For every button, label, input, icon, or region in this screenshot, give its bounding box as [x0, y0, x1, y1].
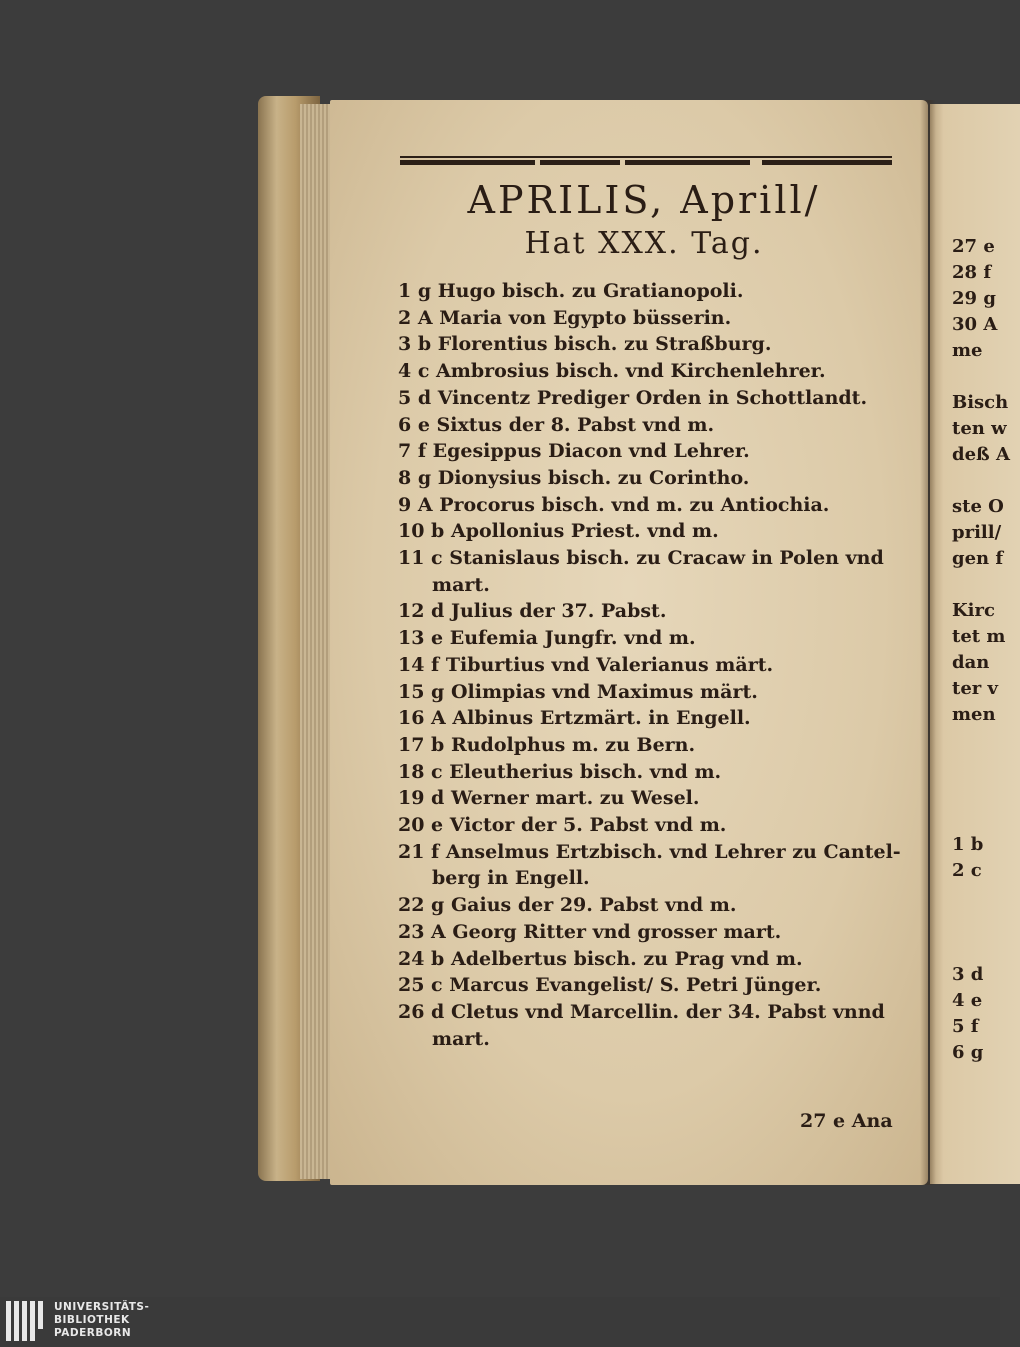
facing-page-line	[952, 780, 1010, 806]
facing-page-line	[952, 936, 1010, 962]
facing-page-line: ste O	[952, 496, 1004, 517]
facing-page-line: 5 f	[952, 1016, 979, 1037]
footer-bar	[0, 1297, 1000, 1347]
facing-page-line: tet m	[952, 626, 1006, 647]
facing-page-line	[952, 754, 1010, 780]
facing-page-line: me	[952, 340, 983, 361]
facing-page-line: deß A	[952, 444, 1010, 465]
facing-page-line	[952, 572, 1010, 598]
calendar-entry: 18 c Eleutherius bisch. vnd m.	[398, 760, 722, 783]
logo-line-2: BIBLIOTHEK	[54, 1314, 130, 1326]
library-logo-text	[54, 1301, 149, 1340]
calendar-entry: mart.	[432, 573, 490, 596]
logo-line-3: PADERBORN	[54, 1327, 132, 1339]
calendar-entry: 23 A Georg Ritter vnd grosser mart.	[398, 920, 782, 943]
calendar-entry: berg in Engell.	[432, 867, 590, 890]
calendar-entry: 25 c Marcus Evangelist/ S. Petri Jünger.	[398, 974, 822, 997]
facing-page-line	[952, 364, 1010, 390]
calendar-entry: 12 d Julius der 37. Pabst.	[398, 600, 667, 623]
calendar-entry: 16 A Albinus Ertzmärt. in Engell.	[398, 707, 751, 730]
calendar-entry: mart.	[432, 1027, 490, 1050]
calendar-entries	[398, 278, 908, 1052]
facing-page-line: 30 A	[952, 314, 998, 335]
facing-page-line	[952, 806, 1010, 832]
calendar-entry: 24 b Adelbertus bisch. zu Prag vnd m.	[398, 947, 803, 970]
facing-page-line: 27 e	[952, 236, 995, 257]
facing-page-line: gen f	[952, 548, 1004, 569]
facing-page-line: men	[952, 704, 996, 725]
calendar-entry: 5 d Vincentz Prediger Orden in Schottlandt.	[398, 386, 868, 409]
calendar-entry: 20 e Victor der 5. Pabst vnd m.	[398, 814, 727, 837]
facing-page-line	[952, 728, 1010, 754]
catchword: 27 e Ana	[800, 1110, 893, 1132]
calendar-entry: 22 g Gaius der 29. Pabst vnd m.	[398, 894, 737, 917]
facing-page-line: ten w	[952, 418, 1007, 439]
calendar-entry: 8 g Dionysius bisch. zu Corintho.	[398, 466, 750, 489]
logo-line-1: UNIVERSITÄTS-	[54, 1301, 150, 1313]
calendar-entry: 9 A Procorus bisch. vnd m. zu Antiochia.	[398, 493, 830, 516]
calendar-entry: 14 f Tiburtius vnd Valerianus märt.	[398, 653, 774, 676]
facing-page-line: 6 g	[952, 1042, 984, 1063]
facing-page-line: 29 g	[952, 288, 996, 309]
calendar-entry: 26 d Cletus vnd Marcellin. der 34. Pabst vnnd	[398, 1000, 885, 1023]
calendar-entry: 7 f Egesippus Diacon vnd Lehrer.	[398, 440, 750, 463]
calendar-entry: 13 e Eufemia Jungfr. vnd m.	[398, 627, 696, 650]
facing-page-line: prill/	[952, 522, 1002, 543]
facing-page-line: ter v	[952, 678, 998, 699]
decorative-rule	[400, 156, 892, 170]
facing-page-text	[952, 234, 1010, 1066]
calendar-entry: 19 d Werner mart. zu Wesel.	[398, 787, 700, 810]
facing-page-line: 2 c	[952, 860, 982, 881]
facing-page-line	[952, 884, 1010, 910]
facing-page-line	[952, 468, 1010, 494]
facing-page-line: 4 e	[952, 990, 983, 1011]
calendar-entry: 10 b Apollonius Priest. vnd m.	[398, 520, 719, 543]
facing-page-line: Kirc	[952, 600, 995, 621]
calendar-entry: 17 b Rudolphus m. zu Bern.	[398, 733, 696, 756]
facing-page-line: 3 d	[952, 964, 984, 985]
calendar-entry: 3 b Florentius bisch. zu Straßburg.	[398, 333, 772, 356]
facing-page-line: 1 b	[952, 834, 984, 855]
calendar-entry: 21 f Anselmus Ertzbisch. vnd Lehrer zu Cantel-	[398, 840, 901, 863]
calendar-entry: 4 c Ambrosius bisch. vnd Kirchenlehrer.	[398, 360, 826, 383]
page-subtitle: Hat XXX. Tag.	[524, 226, 764, 261]
calendar-entry: 15 g Olimpias vnd Maximus märt.	[398, 680, 758, 703]
facing-page-line: 28 f	[952, 262, 992, 283]
calendar-entry: 6 e Sixtus der 8. Pabst vnd m.	[398, 413, 715, 436]
facing-page-line: dan	[952, 652, 990, 673]
calendar-entry: 11 c Stanislaus bisch. zu Cracaw in Polen vnd	[398, 547, 884, 570]
calendar-entry: 2 A Maria von Egypto büsserin.	[398, 306, 732, 329]
page-gutter	[920, 100, 936, 1185]
facing-page-line	[952, 910, 1010, 936]
facing-page	[930, 104, 1020, 1184]
library-logo-icon	[6, 1301, 48, 1341]
page-title: APRILIS, Aprill/	[467, 178, 821, 222]
facing-page-line: Bisch	[952, 392, 1009, 413]
calendar-entry: 1 g Hugo bisch. zu Gratianopoli.	[398, 280, 744, 302]
